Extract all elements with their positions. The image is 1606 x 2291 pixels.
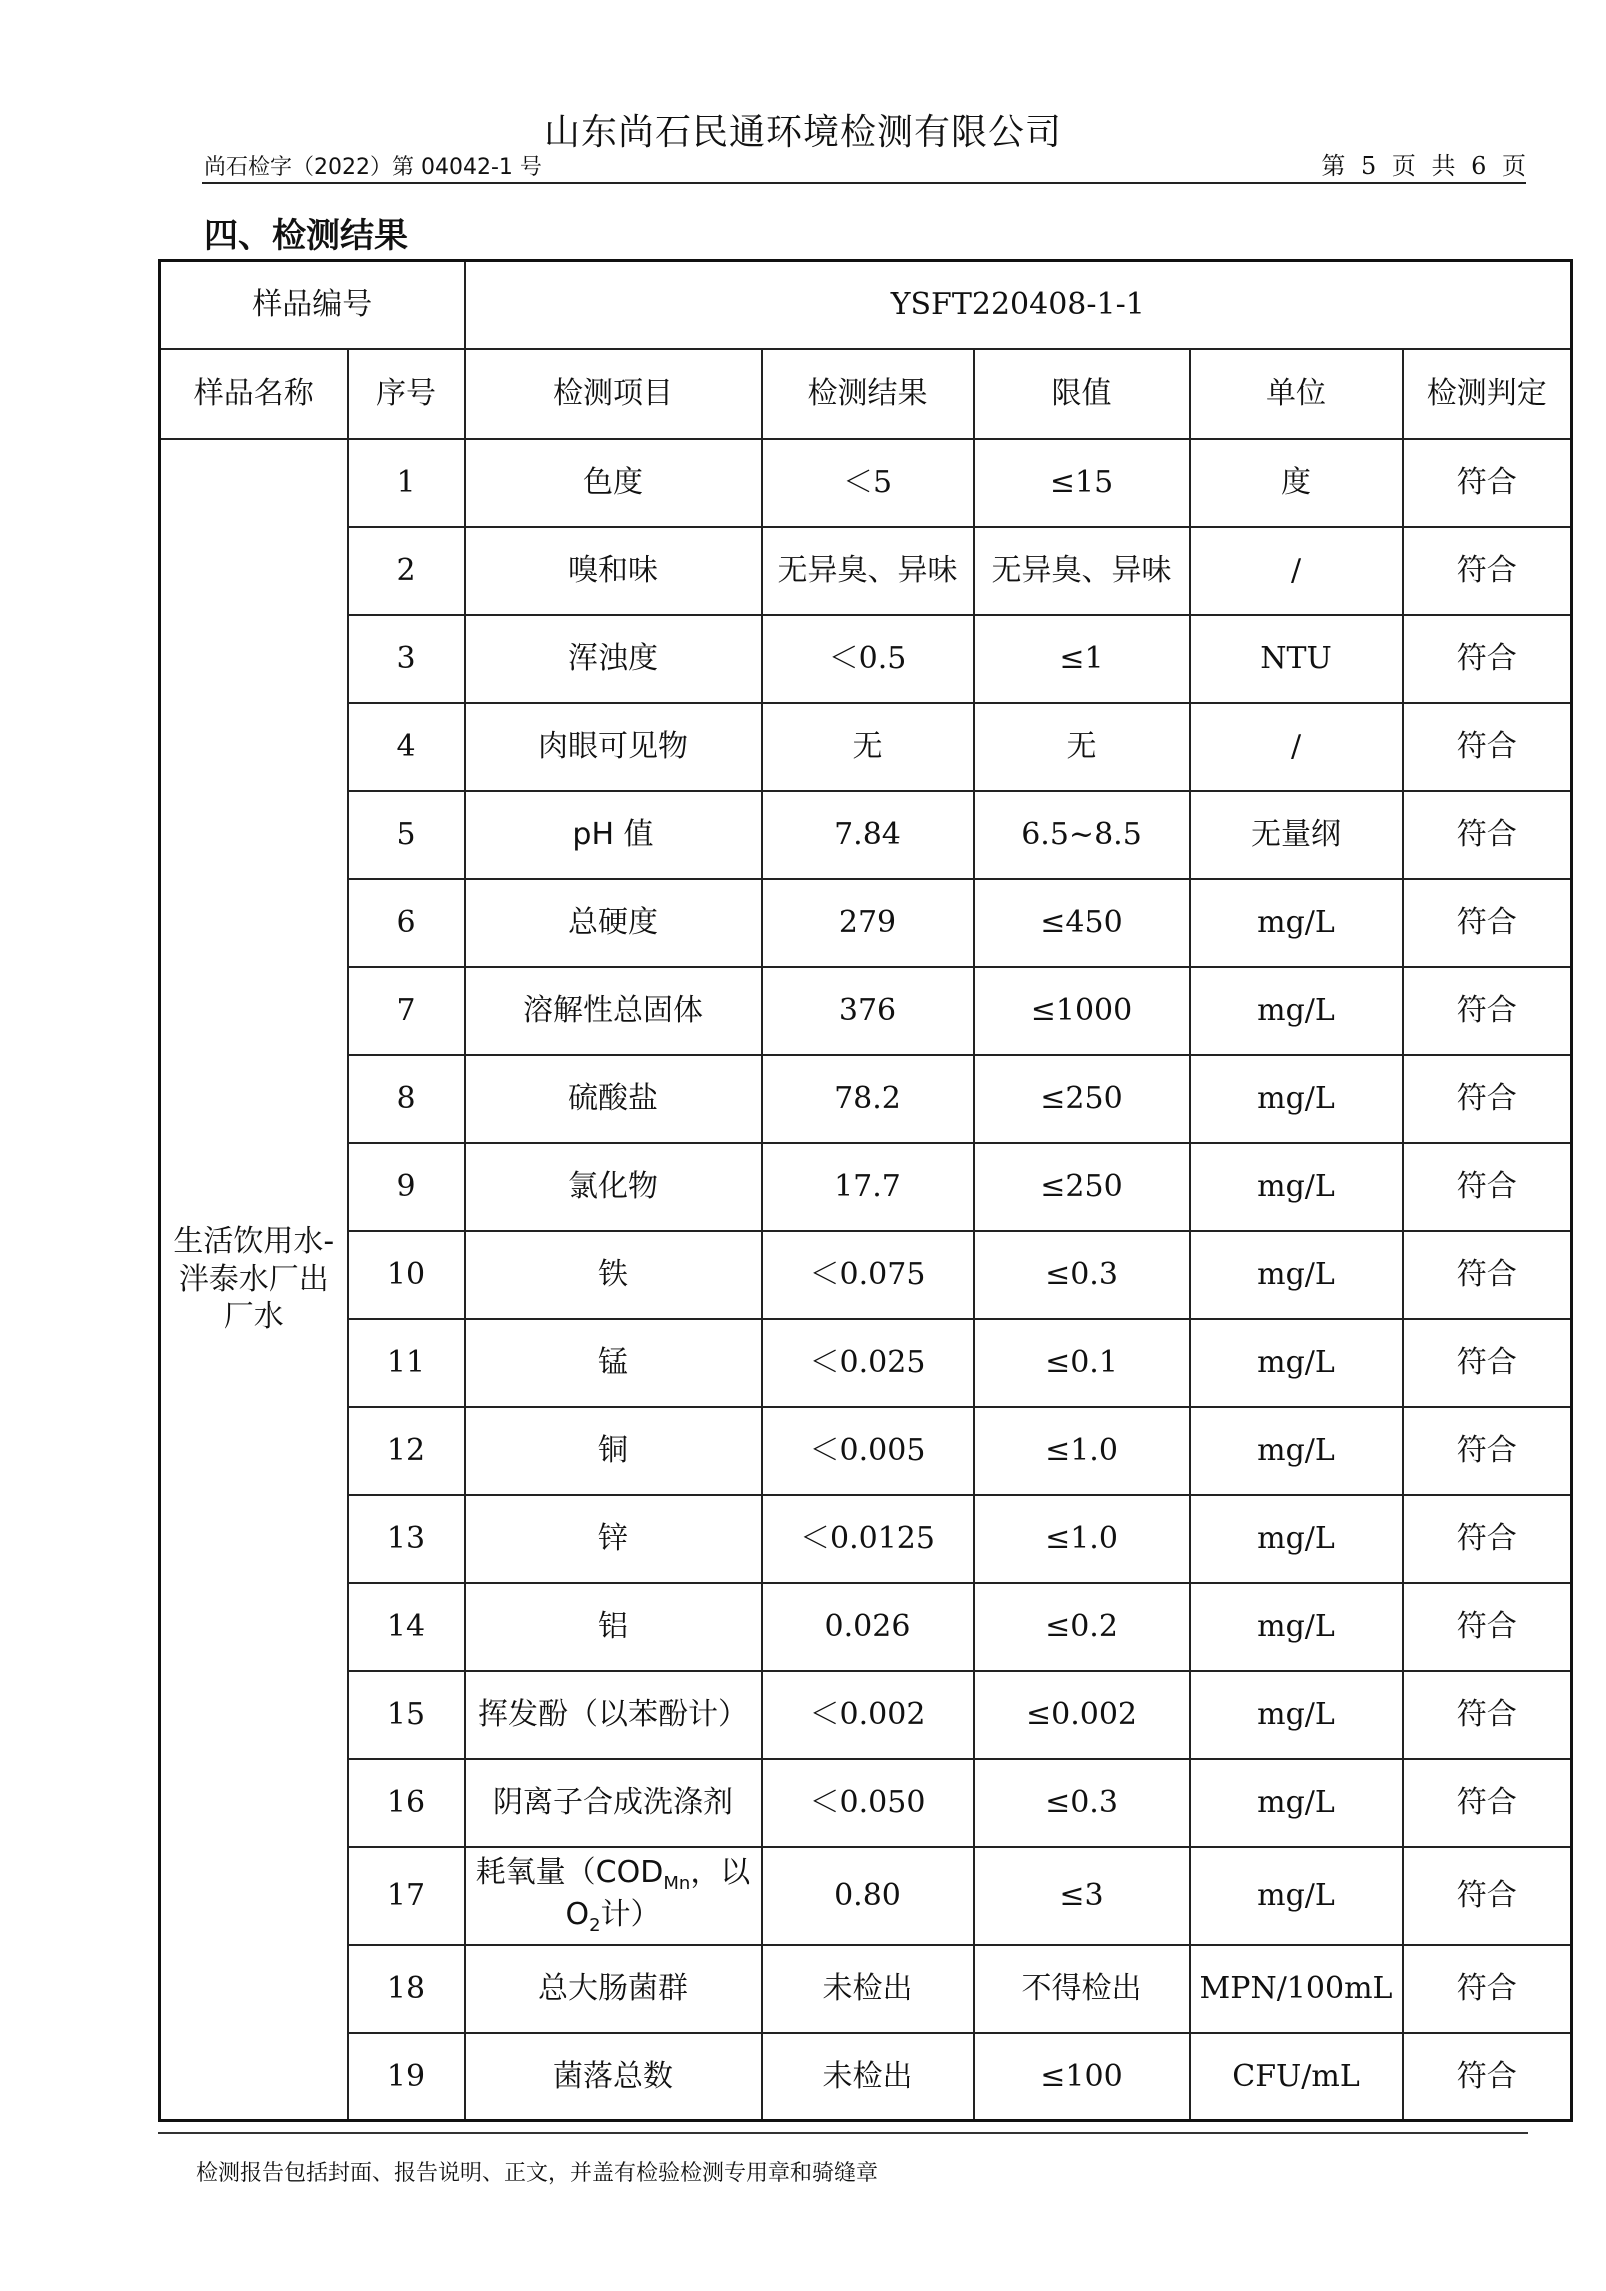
header-limit: 限值 (974, 349, 1190, 439)
cell-seq: 1 (348, 439, 465, 527)
cell-seq: 12 (348, 1407, 465, 1495)
cell-limit: ≤1.0 (974, 1495, 1190, 1583)
sample-number-row (160, 261, 1572, 349)
results-table (158, 259, 1573, 2122)
cell-result: 0.026 (762, 1583, 974, 1671)
header-sample-name: 样品名称 (160, 349, 348, 439)
table-row (160, 791, 1572, 879)
cell-result: ＜0.050 (762, 1759, 974, 1847)
header-unit: 单位 (1190, 349, 1403, 439)
cell-unit: 无量纲 (1190, 791, 1403, 879)
table-row (160, 1945, 1572, 2033)
cell-limit: ≤0.3 (974, 1759, 1190, 1847)
cell-unit: mg/L (1190, 1671, 1403, 1759)
cell-limit: 无异臭、异味 (974, 527, 1190, 615)
cell-item: 阴离子合成洗涤剂 (465, 1759, 762, 1847)
cell-unit: mg/L (1190, 1847, 1403, 1945)
cell-unit: mg/L (1190, 967, 1403, 1055)
cell-limit: ≤0.3 (974, 1231, 1190, 1319)
cell-judgement: 符合 (1403, 879, 1572, 967)
cell-result: 17.7 (762, 1143, 974, 1231)
cell-result: ＜5 (762, 439, 974, 527)
cell-result: 0.80 (762, 1847, 974, 1945)
cell-judgement: 符合 (1403, 1945, 1572, 2033)
cell-unit: mg/L (1190, 1319, 1403, 1407)
page-number: 第 5 页 共 6 页 (1321, 152, 1530, 180)
cell-seq: 9 (348, 1143, 465, 1231)
cell-item: 色度 (465, 439, 762, 527)
cell-seq: 13 (348, 1495, 465, 1583)
sample-number-value: YSFT220408-1-1 (465, 261, 1572, 349)
table-row (160, 1847, 1572, 1945)
item-text-part: 2 (589, 1914, 601, 1936)
cell-result: 无异臭、异味 (762, 527, 974, 615)
cell-result: ＜0.0125 (762, 1495, 974, 1583)
cell-judgement: 符合 (1403, 1847, 1572, 1945)
item-text-part: 计） (600, 1896, 661, 1932)
cell-judgement: 符合 (1403, 1495, 1572, 1583)
cell-judgement: 符合 (1403, 1407, 1572, 1495)
cell-item: 硫酸盐 (465, 1055, 762, 1143)
report-number: 尚石检字（2022）第 04042-1 号 (204, 155, 542, 180)
cell-seq: 16 (348, 1759, 465, 1847)
table-row (160, 527, 1572, 615)
company-name: 山东尚石民通环境检测有限公司 (543, 112, 1062, 153)
table-row (160, 967, 1572, 1055)
cell-item: 氯化物 (465, 1143, 762, 1231)
cell-judgement: 符合 (1403, 1231, 1572, 1319)
cell-unit: mg/L (1190, 1231, 1403, 1319)
cell-unit: 度 (1190, 439, 1403, 527)
cell-result: 无 (762, 703, 974, 791)
cell-result: 未检出 (762, 2033, 974, 2121)
cell-judgement: 符合 (1403, 439, 1572, 527)
header-judgement: 检测判定 (1403, 349, 1572, 439)
table-row (160, 2033, 1572, 2121)
cell-item (465, 1847, 762, 1945)
header-item: 检测项目 (465, 349, 762, 439)
cell-limit: ≤0.2 (974, 1583, 1190, 1671)
cell-seq: 8 (348, 1055, 465, 1143)
cell-result: ＜0.025 (762, 1319, 974, 1407)
cell-result: ＜0.5 (762, 615, 974, 703)
table-row (160, 1495, 1572, 1583)
header-divider (202, 182, 1526, 184)
cell-result: 376 (762, 967, 974, 1055)
table-row (160, 1759, 1572, 1847)
cell-unit: mg/L (1190, 1407, 1403, 1495)
table-row (160, 615, 1572, 703)
cell-judgement: 符合 (1403, 1583, 1572, 1671)
cell-unit: mg/L (1190, 1055, 1403, 1143)
table-row (160, 1407, 1572, 1495)
cell-judgement: 符合 (1403, 1055, 1572, 1143)
cell-seq: 19 (348, 2033, 465, 2121)
cell-judgement: 符合 (1403, 1759, 1572, 1847)
table-row (160, 1583, 1572, 1671)
cell-item: 铜 (465, 1407, 762, 1495)
cell-unit: CFU/mL (1190, 2033, 1403, 2121)
item-text-part: ，以 O (565, 1855, 751, 1932)
cell-item: 嗅和味 (465, 527, 762, 615)
item-text-part: Mn (663, 1873, 691, 1894)
cell-result: 未检出 (762, 1945, 974, 2033)
cell-seq: 15 (348, 1671, 465, 1759)
cell-item: 溶解性总固体 (465, 967, 762, 1055)
sample-number-label: 样品编号 (160, 261, 465, 349)
cell-judgement: 符合 (1403, 1319, 1572, 1407)
cell-unit: / (1190, 527, 1403, 615)
cell-seq: 2 (348, 527, 465, 615)
cell-result: 279 (762, 879, 974, 967)
cell-limit: ≤250 (974, 1055, 1190, 1143)
table-row (160, 439, 1572, 527)
cell-item: 挥发酚（以苯酚计） (465, 1671, 762, 1759)
cell-seq: 3 (348, 615, 465, 703)
table-row (160, 703, 1572, 791)
cell-result: 7.84 (762, 791, 974, 879)
header-result: 检测结果 (762, 349, 974, 439)
cell-limit: ≤0.002 (974, 1671, 1190, 1759)
cell-limit: ≤1.0 (974, 1407, 1190, 1495)
cell-item: 总大肠菌群 (465, 1945, 762, 2033)
cell-unit: / (1190, 703, 1403, 791)
cell-limit: 无 (974, 703, 1190, 791)
cell-limit: ≤100 (974, 2033, 1190, 2121)
cell-limit: 6.5~8.5 (974, 791, 1190, 879)
cell-seq: 5 (348, 791, 465, 879)
cell-judgement: 符合 (1403, 1143, 1572, 1231)
cell-item: 铝 (465, 1583, 762, 1671)
cell-item: 总硬度 (465, 879, 762, 967)
cell-unit: mg/L (1190, 1759, 1403, 1847)
cell-limit: ≤15 (974, 439, 1190, 527)
cell-limit: ≤1 (974, 615, 1190, 703)
header-row (160, 349, 1572, 439)
cell-judgement: 符合 (1403, 527, 1572, 615)
cell-limit: ≤0.1 (974, 1319, 1190, 1407)
cell-limit: ≤1000 (974, 967, 1190, 1055)
cell-seq: 18 (348, 1945, 465, 2033)
cell-seq: 14 (348, 1583, 465, 1671)
cell-seq: 4 (348, 703, 465, 791)
table-row (160, 1231, 1572, 1319)
cell-unit: mg/L (1190, 1143, 1403, 1231)
cell-item: 菌落总数 (465, 2033, 762, 2121)
table-row (160, 1143, 1572, 1231)
cell-item: 锌 (465, 1495, 762, 1583)
cell-judgement: 符合 (1403, 703, 1572, 791)
cell-unit: mg/L (1190, 1495, 1403, 1583)
cell-result: ＜0.005 (762, 1407, 974, 1495)
cell-limit: 不得检出 (974, 1945, 1190, 2033)
cell-result: 78.2 (762, 1055, 974, 1143)
footer-divider (158, 2132, 1528, 2134)
table-row (160, 879, 1572, 967)
footnote: 检测报告包括封面、报告说明、正文，并盖有检验检测专用章和骑缝章 (196, 2161, 879, 2186)
header-seq: 序号 (348, 349, 465, 439)
sample-name-cell: 生活饮用水-泮泰水厂出厂水 (160, 439, 348, 2121)
cell-seq: 11 (348, 1319, 465, 1407)
cell-limit: ≤250 (974, 1143, 1190, 1231)
cell-result: ＜0.002 (762, 1671, 974, 1759)
table-row (160, 1319, 1572, 1407)
cell-judgement: 符合 (1403, 791, 1572, 879)
cell-unit: mg/L (1190, 1583, 1403, 1671)
cell-unit: MPN/100mL (1190, 1945, 1403, 2033)
table-row (160, 1671, 1572, 1759)
cell-unit: mg/L (1190, 879, 1403, 967)
cell-item: 锰 (465, 1319, 762, 1407)
cell-seq: 6 (348, 879, 465, 967)
cell-item: pH 值 (465, 791, 762, 879)
cell-limit: ≤450 (974, 879, 1190, 967)
cell-seq: 17 (348, 1847, 465, 1945)
cell-seq: 10 (348, 1231, 465, 1319)
cell-item: 铁 (465, 1231, 762, 1319)
item-text-part: 耗氧量（COD (475, 1855, 664, 1890)
cell-judgement: 符合 (1403, 967, 1572, 1055)
cell-limit: ≤3 (974, 1847, 1190, 1945)
section-title: 四、检测结果 (204, 216, 408, 256)
cell-item: 浑浊度 (465, 615, 762, 703)
cell-judgement: 符合 (1403, 1671, 1572, 1759)
cell-judgement: 符合 (1403, 2033, 1572, 2121)
cell-result: ＜0.075 (762, 1231, 974, 1319)
cell-item: 肉眼可见物 (465, 703, 762, 791)
cell-unit: NTU (1190, 615, 1403, 703)
cell-judgement: 符合 (1403, 615, 1572, 703)
cell-seq: 7 (348, 967, 465, 1055)
table-row (160, 1055, 1572, 1143)
